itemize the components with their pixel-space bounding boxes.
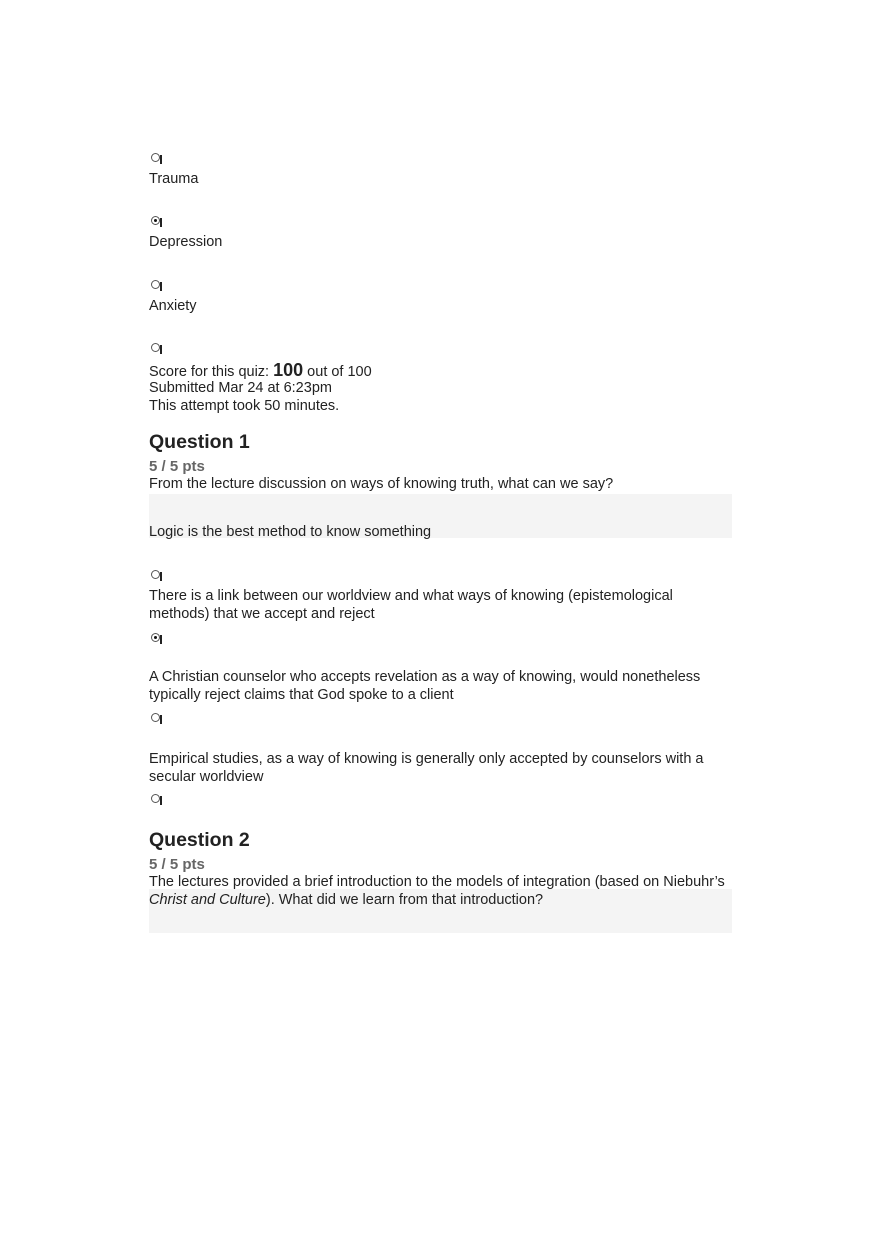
score-line <box>149 362 372 382</box>
option-label: Depression <box>149 234 223 250</box>
radio-unselected[interactable] <box>151 343 160 352</box>
score-value: 100 <box>273 360 304 380</box>
radio-selected[interactable] <box>151 633 160 642</box>
attempt-duration: This attempt took 50 minutes. <box>149 398 340 414</box>
radio-unselected[interactable] <box>151 570 160 579</box>
submitted-time: Submitted Mar 24 at 6:23pm <box>149 380 332 396</box>
question-2-points: 5 / 5 pts <box>149 856 205 873</box>
answer-label: Empirical studies, as a way of knowing is generally only accepted by counselors with a secular worldview <box>149 751 704 785</box>
question-2-title: Question 2 <box>149 829 250 851</box>
question-1-title: Question 1 <box>149 431 250 453</box>
radio-selected[interactable] <box>151 216 160 225</box>
question-2-text <box>149 874 732 909</box>
text: The lectures provided a brief introduction to the models of integration (based on Niebuhr’s <box>149 874 725 890</box>
radio-unselected[interactable] <box>151 280 160 289</box>
score-total: out of 100 <box>303 364 372 380</box>
question-1-points: 5 / 5 pts <box>149 458 205 475</box>
radio-unselected[interactable] <box>151 794 160 803</box>
option-label: Anxiety <box>149 298 197 314</box>
answer-label: Logic is the best method to know something <box>149 524 432 540</box>
score-label: Score for this quiz: <box>149 364 274 380</box>
book-title: Christ and Culture <box>149 891 266 908</box>
radio-unselected[interactable] <box>151 713 160 722</box>
question-1-text: From the lecture discussion on ways of knowing truth, what can we say? <box>149 476 614 492</box>
text: ). What did we learn from that introduction? <box>265 891 544 908</box>
answer-label: There is a link between our worldview and what ways of knowing (epistemological methods) that we accept and reject <box>149 588 673 622</box>
option-label: Trauma <box>149 171 199 187</box>
answer-label: A Christian counselor who accepts revelation as a way of knowing, would nonetheless typically reject claims that God spoke to a client <box>149 669 701 703</box>
radio-unselected[interactable] <box>151 153 160 162</box>
